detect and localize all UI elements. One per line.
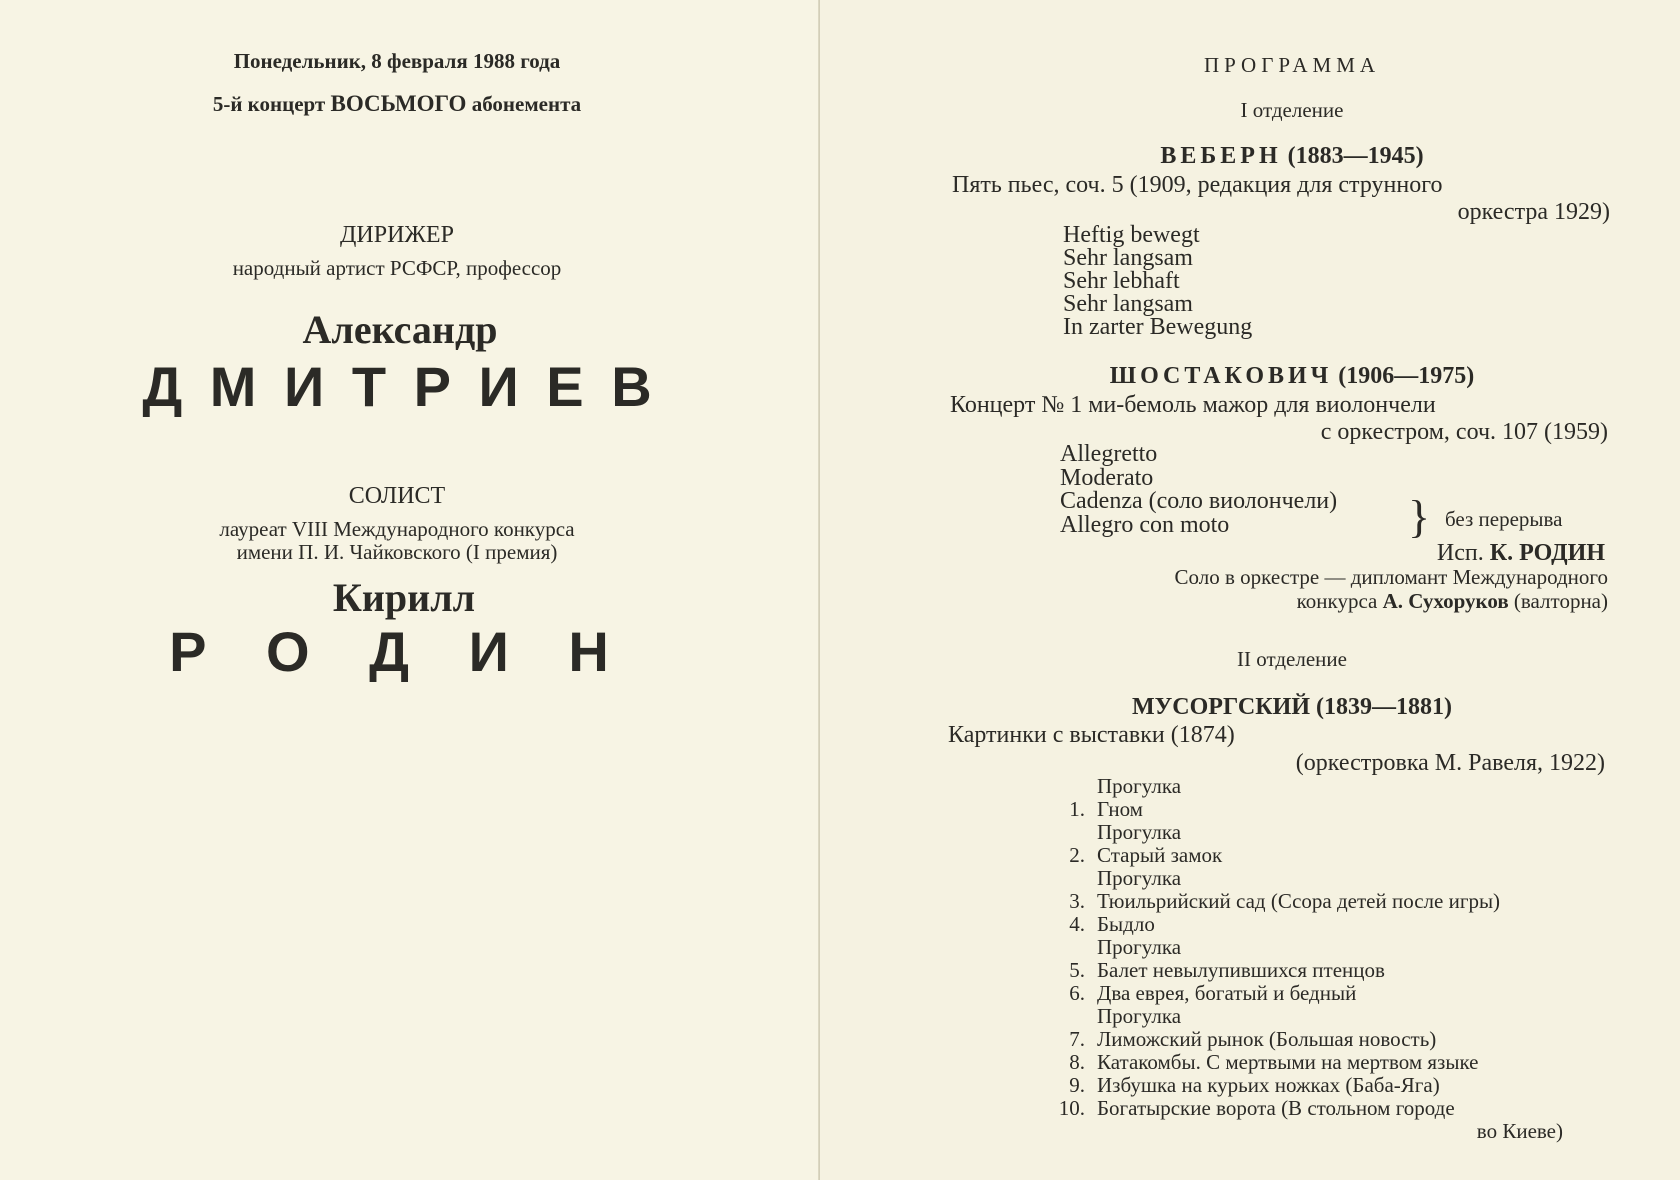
movement-number: [1045, 867, 1085, 890]
movement-number: 4.: [1069, 912, 1085, 936]
movement: Heftig bewegt: [1063, 222, 1200, 248]
conductor-first-name: Александр: [302, 307, 498, 352]
movement: Sehr lebhaft: [1063, 268, 1180, 294]
soloist-title-2: имени П. И. Чайковского (I премия): [236, 540, 558, 564]
soloist-first-name: Кирилл: [332, 575, 476, 620]
composer-years: (1883—1945): [1287, 143, 1424, 169]
composer-name: ВЕБЕРН: [1160, 143, 1282, 169]
movement-number: 5.: [1069, 958, 1085, 982]
mussorgsky-movements: [1045, 775, 1563, 1143]
performer-name: К. РОДИН: [1489, 540, 1605, 566]
movement: Moderato: [1060, 464, 1154, 491]
mussorgsky-heading: [1132, 694, 1452, 720]
movement-row: [1045, 821, 1563, 844]
movement: Allegro con moto: [1060, 511, 1230, 538]
movement-title: Прогулка: [1097, 866, 1182, 890]
movement-number: [1045, 1005, 1085, 1028]
movement-title: Гном: [1097, 797, 1143, 821]
movement-row: [1045, 936, 1563, 959]
movement-number: 3.: [1069, 889, 1085, 913]
mussorgsky-work-line-1: Картинки с выставки (1874): [948, 722, 1235, 748]
part-1-heading: I отделение: [1240, 98, 1344, 122]
performer-line: [1437, 540, 1605, 566]
movement-row: [1045, 844, 1563, 867]
movement-row: [1045, 1097, 1563, 1120]
movement-row: [1045, 959, 1563, 982]
movement-row: [1045, 913, 1563, 936]
solo-name: А. Сухоруков: [1382, 589, 1509, 613]
soloist-label: СОЛИСТ: [348, 483, 446, 509]
movement-title: Богатырские ворота (В стольном городе: [1097, 1096, 1455, 1120]
movement-title: Катакомбы. С мертвыми на мертвом языке: [1097, 1050, 1479, 1074]
movement-number: [1045, 936, 1085, 959]
concert-subscription: [213, 91, 581, 117]
conductor-label: ДИРИЖЕР: [340, 222, 454, 248]
conductor-last-name: Д М И Т Р И Е В: [142, 355, 658, 418]
soloist-title-1: лауреат VIII Международного конкурса: [219, 517, 575, 541]
movement: Sehr langsam: [1063, 291, 1193, 317]
solo-line-2: [1297, 588, 1608, 614]
movement-row: [1045, 890, 1563, 913]
movement-row: [1045, 775, 1563, 798]
composer-years: (1839—1881): [1315, 694, 1452, 720]
movement-title: Быдло: [1097, 912, 1155, 936]
concert-number: 5-й концерт: [212, 92, 326, 116]
movement-title: Тюильрийский сад (Ссора детей после игры): [1097, 889, 1501, 913]
concert-date: Понедельник, 8 февраля 1988 года: [233, 49, 561, 73]
movement-title: Прогулка: [1097, 935, 1182, 959]
shostakovich-work-line-1: Концерт № 1 ми-бемоль мажор для виолончели: [950, 392, 1436, 418]
webern-work-line-1: Пять пьес, соч. 5 (1909, редакция для струнного: [952, 172, 1443, 198]
composer-name: ШОСТАКОВИЧ: [1109, 363, 1333, 389]
movement: Sehr langsam: [1063, 245, 1193, 271]
brace-symbol: }: [1408, 491, 1431, 542]
movement-title: Два еврея, богатый и бедный: [1097, 981, 1357, 1005]
left-page: [0, 0, 820, 1180]
movement-row: [1045, 1028, 1563, 1051]
part-2-heading: II отделение: [1237, 647, 1347, 671]
solo-line-1: Соло в оркестре — дипломант Международного: [1174, 565, 1608, 589]
movement-title: во Киеве): [1476, 1119, 1563, 1143]
movement-title: Прогулка: [1097, 1004, 1182, 1028]
attacca-note: без перерыва: [1445, 507, 1563, 531]
solo-instrument: (валторна): [1513, 589, 1608, 613]
movement-title: Старый замок: [1097, 843, 1223, 867]
movement: In zarter Bewegung: [1063, 314, 1253, 340]
shostakovich-heading: [1110, 363, 1475, 389]
movement-title: Прогулка: [1097, 774, 1182, 798]
solo-prefix: конкурса: [1296, 589, 1378, 613]
movement-number: [1045, 821, 1085, 844]
movement-title: Избушка на курьих ножках (Баба-Яга): [1097, 1073, 1440, 1097]
movement: Allegretto: [1060, 441, 1158, 467]
composer-years: (1906—1975): [1338, 363, 1475, 389]
webern-heading: [1160, 143, 1423, 169]
movement-row: [1045, 798, 1563, 821]
movement-row: [1045, 1120, 1563, 1143]
movement-number: 2.: [1069, 843, 1085, 867]
subscription-word: абонемента: [471, 92, 582, 116]
movement-title: Лиможский рынок (Большая новость): [1097, 1027, 1437, 1051]
program-heading: ПРОГРАММА: [1203, 53, 1381, 77]
conductor-title: народный артист РСФСР, профессор: [232, 256, 562, 280]
movement-number: 8.: [1069, 1050, 1085, 1074]
movement-number: 6.: [1069, 981, 1085, 1005]
subscription-ordinal: ВОСЬМОГО: [330, 91, 467, 116]
movement-number: 9.: [1069, 1073, 1085, 1097]
webern-movements: [1063, 224, 1252, 339]
movement-row: [1045, 1005, 1563, 1028]
movement-row: [1045, 867, 1563, 890]
movement-row: [1045, 1051, 1563, 1074]
movement-row: [1045, 1074, 1563, 1097]
movement-number: 1.: [1069, 797, 1085, 821]
movement: Cadenza (соло виолончели): [1060, 488, 1338, 514]
shostakovich-movements: [1060, 443, 1337, 537]
mussorgsky-work-line-2: (оркестровка М. Равеля, 1922): [1295, 750, 1605, 776]
movement-row: [1045, 982, 1563, 1005]
webern-work-line-2: оркестра 1929): [1457, 199, 1610, 225]
soloist-last-name: Р О Д И Н: [169, 620, 631, 683]
movement-title: Балет невылупившихся птенцов: [1097, 958, 1385, 982]
movement-number: 7.: [1069, 1027, 1085, 1051]
composer-name: МУСОРГСКИЙ: [1132, 694, 1310, 720]
movement-number: [1045, 775, 1085, 798]
movement-number: 10.: [1058, 1096, 1085, 1120]
shostakovich-work-line-2: с оркестром, соч. 107 (1959): [1320, 419, 1608, 445]
movement-title: Прогулка: [1097, 820, 1182, 844]
performer-prefix: Исп.: [1436, 540, 1484, 566]
